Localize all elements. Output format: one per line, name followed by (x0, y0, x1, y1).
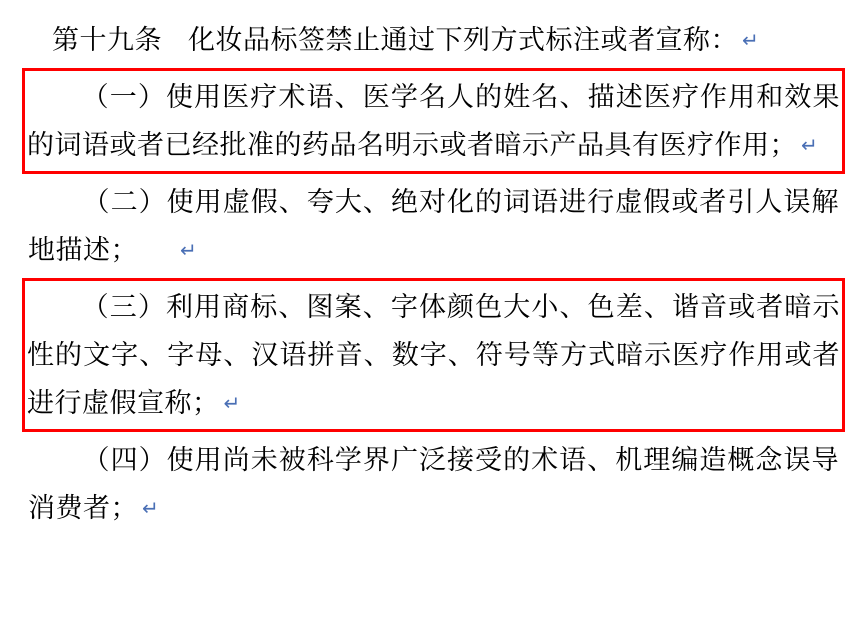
clause-item-1-text: （一）使用医疗术语、医学名人的姓名、描述医疗作用和效果的词语或者已经批准的药品名明示或者暗示产品具有医疗作用； (27, 82, 840, 160)
paragraph-mark-icon: ↵ (742, 28, 760, 52)
clause-item-2-text: （二）使用虚假、夸大、绝对化的词语进行虚假或者引人误解地描述； (28, 187, 839, 265)
clause-item-3 (22, 278, 845, 432)
paragraph-mark-icon: ↵ (223, 391, 241, 415)
paragraph-mark-icon: ↵ (801, 133, 819, 157)
clause-item-4-text: （四）使用尚未被科学界广泛接受的术语、机理编造概念误导消费者； (28, 445, 839, 523)
clause-item-1 (22, 68, 845, 174)
article-heading (22, 14, 845, 66)
paragraph-mark-icon: ↵ (142, 496, 160, 520)
paragraph-mark-icon: ↵ (180, 238, 198, 262)
article-heading-text: 化妆品标签禁止通过下列方式标注或者宣称： (188, 25, 738, 55)
article-number: 第十九条 (52, 25, 162, 55)
clause-item-4 (22, 434, 845, 534)
clause-item-2 (22, 176, 845, 276)
clause-item-3-text: （三）利用商标、图案、字体颜色大小、色差、谐音或者暗示性的文字、字母、汉语拼音、数字、符号等方式暗示医疗作用或者进行虚假宣称； (27, 292, 840, 418)
